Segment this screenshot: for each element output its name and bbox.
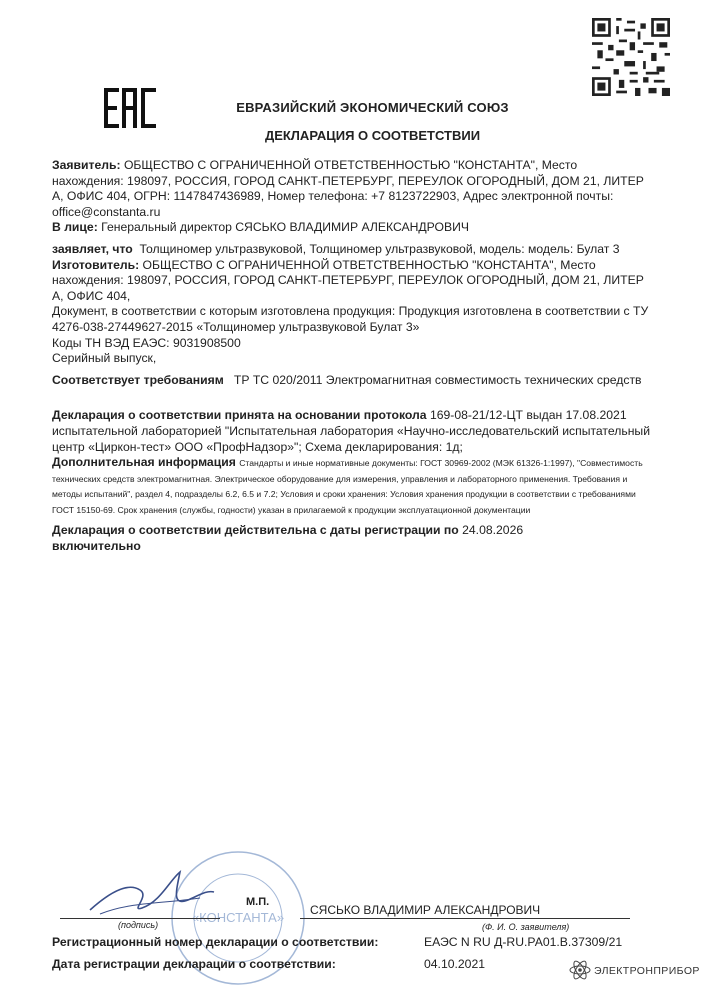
signature-line: [60, 918, 220, 919]
additional-block: [52, 455, 652, 517]
electronpribor-logo: [568, 958, 707, 984]
basis-block: [52, 408, 652, 455]
declaration-title: ДЕКЛАРАЦИЯ О СООТВЕТСТВИИ: [264, 128, 481, 143]
validity-suffix: включительно: [52, 539, 141, 554]
validity-label: Декларация о соответствии действительна с даты регистрации по: [52, 523, 459, 538]
document-text: Документ, в соответствии с которым изготовлена продукция: Продукция изготовлена в соответствии с ТУ 4276-038-27449627-2015 «Толщиномер ультразвуковой Булат 3»: [52, 304, 649, 334]
declares-label: заявляет, что: [52, 241, 133, 256]
signer-name: СЯСЬКО ВЛАДИМИР АЛЕКСАНДРОВИЧ: [310, 903, 541, 917]
reg-number-label: Регистрационный номер декларации о соответствии:: [52, 935, 379, 949]
person-label: В лице:: [52, 220, 98, 235]
atom-logo-icon: [568, 958, 592, 982]
logo-text: ЭЛЕКТРОНПРИБОР: [594, 965, 700, 977]
manufacturer-block: [52, 258, 652, 305]
codes-text: Коды ТН ВЭД ЕАЭС: 9031908500: [52, 335, 241, 350]
requirements-text: ТР ТС 020/2011 Электромагнитная совместимость технических средств: [233, 372, 642, 387]
additional-label: Дополнительная информация: [52, 455, 236, 470]
basis-label: Декларация о соответствии принята на основании протокола: [52, 408, 427, 423]
person-block: [52, 220, 652, 236]
validity-block: [52, 523, 652, 554]
additional-text: Стандарты и иные нормативные документы: ГОСТ 30969-2002 (МЭК 61326-1:1997), "Совместимость технических средств электромагнитная. Электрическое оборудование для измерения, управления и лабораторного применения. Требования и методы испытаний", раздел 4, подразделы 6.2, 6.5 и 7.2; Условия и сроки хранения: Условия хранения продукции в соответствии с требованиями ГОСТ 15150-69. Срок хранения (службы, годности) указан в прилагаемой к продукции эксплуатационной документации: [52, 458, 643, 515]
declares-text: Толщиномер ультразвуковой, Толщиномер ультразвуковой, модель: модель: Булат 3: [139, 241, 620, 256]
stamp-center-text: «КОНСТАНТА»: [191, 910, 285, 925]
qr-code-icon: [592, 18, 670, 96]
signature-caption: (подпись): [118, 920, 159, 930]
reg-date-label: Дата регистрации декларации о соответствии:: [52, 957, 336, 971]
signature-image: [80, 862, 220, 922]
applicant-block: [52, 158, 652, 220]
applicant-label: Заявитель:: [52, 158, 121, 172]
name-line: [300, 918, 630, 919]
reg-number-value: ЕАЭС N RU Д-RU.РА01.В.37309/21: [424, 935, 623, 949]
manufacturer-label: Изготовитель:: [52, 257, 140, 272]
fio-caption: (Ф. И. О. заявителя): [482, 922, 570, 932]
manufacturer-text: ОБЩЕСТВО С ОГРАНИЧЕННОЙ ОТВЕТСТВЕННОСТЬЮ "КОНСТАНТА", Место нахождения: 198097, РОССИЯ, ГОРОД САНКТ-ПЕТЕРБУРГ, ПЕРЕУЛОК ОГОРОДНЫЙ, ДОМ 21, ЛИТЕР А, ОФИС 404,: [52, 257, 644, 303]
union-title: ЕВРАЗИЙСКИЙ ЭКОНОМИЧЕСКИЙ СОЮЗ: [236, 100, 509, 115]
declaration-body: [52, 158, 652, 555]
applicant-text: ОБЩЕСТВО С ОГРАНИЧЕННОЙ ОТВЕТСТВЕННОСТЬЮ "КОНСТАНТА", Место нахождения: 198097, РОССИЯ, ГОРОД САНКТ-ПЕТЕРБУРГ, ПЕРЕУЛОК ОГОРОДНЫЙ, ДОМ 21, ЛИТЕР А, ОФИС 404, ОГРН: 1147847436989, Номер телефона: +7 8123722903, Адрес электронной почты: office@constanta.ru: [52, 158, 644, 219]
validity-date: 24.08.2026: [462, 523, 524, 538]
requirements-label: Соответствует требованиям: [52, 372, 224, 387]
reg-date-value: 04.10.2021: [424, 957, 485, 971]
serial-text: Серийный выпуск,: [52, 351, 157, 366]
mp-label: М.П.: [246, 896, 270, 908]
declares-block: [52, 242, 652, 258]
basis-text: 169-08-21/12-ЦТ выдан 17.08.2021 испытательной лабораторией "Испытательная лаборатория «Научно-исследовательский испытательный центр «Циркон-тест» ООО «ПрофНадзор»"; Схема декларирования: 1д;: [52, 408, 650, 454]
person-text: Генеральный директор СЯСЬКО ВЛАДИМИР АЛЕКСАНДРОВИЧ: [101, 220, 470, 235]
requirements-block: [52, 373, 652, 389]
